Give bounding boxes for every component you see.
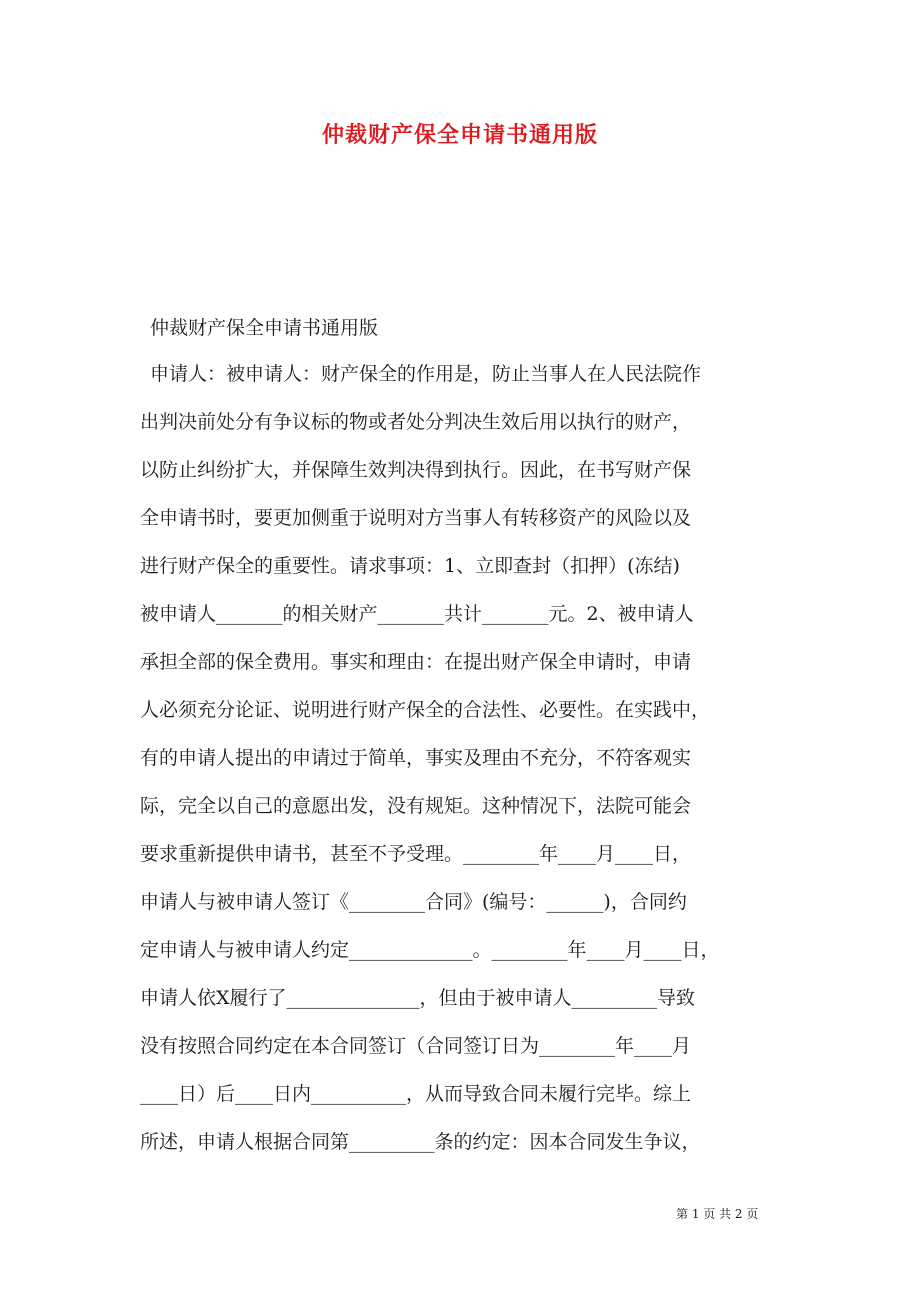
document-body xyxy=(140,362,790,1178)
page-number: 第 1 页 共 2 页 xyxy=(676,1207,759,1221)
body-line: 出判决前处分有争议标的物或者处分判决生效后用以执行的财产， xyxy=(140,411,692,433)
body-line: ____日）后____日内__________，从而导致合同未履行完毕。综上 xyxy=(140,1083,692,1105)
body-line: 没有按照合同约定在本合同签订（合同签订日为________年____月 xyxy=(140,1035,692,1057)
document-subtitle: 仲裁财产保全申请书通用版 xyxy=(150,317,379,339)
body-line: 申请人依X履行了______________，但由于被申请人_________导致 xyxy=(140,987,696,1009)
body-line: 所述，申请人根据合同第_________条的约定：因本合同发生争议， xyxy=(140,1131,701,1153)
body-line: 际，完全以自己的意愿出发，没有规矩。这种情况下，法院可能会 xyxy=(140,795,692,817)
body-line: 有的申请人提出的申请过于简单，事实及理由不充分，不符客观实 xyxy=(140,747,692,769)
body-line: 全申请书时，要更加侧重于说明对方当事人有转移资产的风险以及 xyxy=(140,507,692,529)
body-line: 承担全部的保全费用。事实和理由：在提出财产保全申请时，申请 xyxy=(140,651,692,673)
body-line: 要求重新提供申请书，甚至不予受理。________年____月____日， xyxy=(140,843,692,865)
body-line: 申请人与被申请人签订《________合同》(编号：______)，合同约 xyxy=(140,891,687,913)
body-line: 定申请人与被申请人约定_____________。________年____月____日， xyxy=(140,939,720,961)
body-line: 进行财产保全的重要性。请求事项：1、立即查封（扣押）(冻结) xyxy=(140,555,680,577)
body-line: 申请人：被申请人：财产保全的作用是，防止当事人在人民法院作 xyxy=(150,363,702,385)
body-line: 人必须充分论证、说明进行财产保全的合法性、必要性。在实践中， xyxy=(140,699,711,721)
body-line: 以防止纠纷扩大，并保障生效判决得到执行。因此，在书写财产保 xyxy=(140,459,692,481)
document-title: 仲裁财产保全申请书通用版 xyxy=(321,122,598,148)
body-line: 被申请人_______的相关财产_______共计_______元。2、被申请人 xyxy=(140,603,694,625)
